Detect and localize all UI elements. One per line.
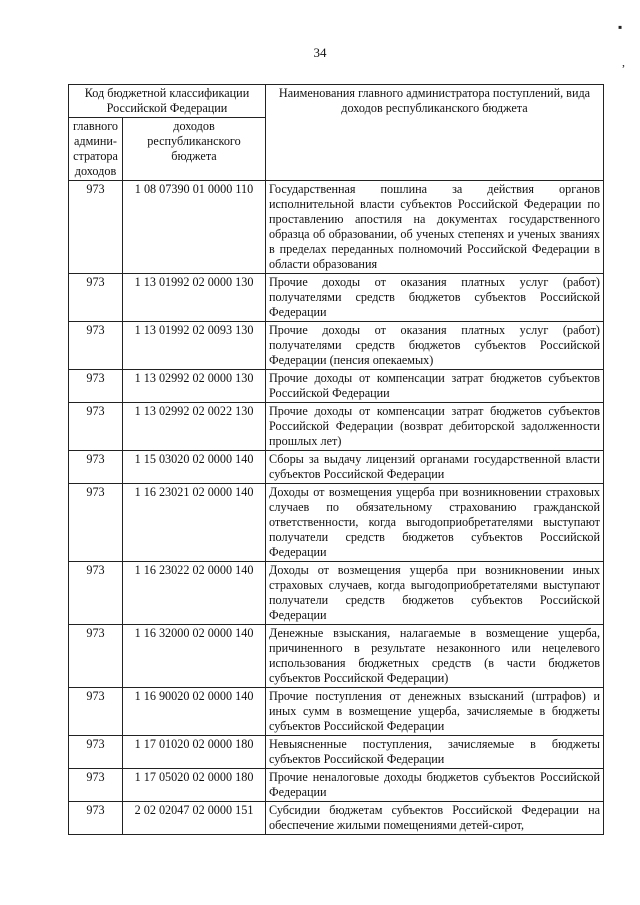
header-group-cell: Код бюджетной классификации Российской Федерации [69, 85, 266, 118]
income-name-cell: Денежные взыскания, налагаемые в возмещение ущерба, причиненного в результате незаконного или нецелевого использования бюджетных средств (в части бюджетов субъектов Российской Федерации) [266, 625, 604, 688]
admin-code-cell: 973 [69, 274, 123, 322]
header-income-cell: доходов республиканского бюджета [123, 118, 266, 181]
admin-code-cell: 973 [69, 562, 123, 625]
header-admin-cell: главного админи-стратора доходов [69, 118, 123, 181]
income-name-cell: Невыясненные поступления, зачисляемые в бюджеты субъектов Российской Федерации [266, 736, 604, 769]
income-code-cell: 1 15 03020 02 0000 140 [123, 451, 266, 484]
income-code-cell: 1 16 90020 02 0000 140 [123, 688, 266, 736]
admin-code-cell: 973 [69, 736, 123, 769]
income-code-cell: 1 17 05020 02 0000 180 [123, 769, 266, 802]
income-name-cell: Доходы от возмещения ущерба при возникновении иных страховых случаев, когда выгодоприобретателями выступают получатели средств бюджетов субъектов Российской Федерации [266, 562, 604, 625]
income-code-cell: 1 13 02992 02 0000 130 [123, 370, 266, 403]
table-row [69, 562, 604, 625]
income-code-cell: 1 16 23021 02 0000 140 [123, 484, 266, 562]
table-row [69, 451, 604, 484]
table-row [69, 625, 604, 688]
income-name-cell: Сборы за выдачу лицензий органами государственной власти субъектов Российской Федерации [266, 451, 604, 484]
admin-code-cell: 973 [69, 451, 123, 484]
table-row [69, 769, 604, 802]
income-name-cell: Государственная пошлина за действия органов исполнительной власти субъектов Российской Федерации по проставлению апостиля на документах государственного образца об образовании, об ученых степенях и ученых званиях в пределах переданных полномочий Российской Федерации в области образования [266, 181, 604, 274]
income-code-cell: 1 16 32000 02 0000 140 [123, 625, 266, 688]
income-code-cell: 1 13 01992 02 0000 130 [123, 274, 266, 322]
scan-comma-mark: , [622, 55, 625, 69]
table-row [69, 802, 604, 835]
income-name-cell: Прочие неналоговые доходы бюджетов субъектов Российской Федерации [266, 769, 604, 802]
admin-code-cell: 973 [69, 370, 123, 403]
admin-code-cell: 973 [69, 769, 123, 802]
page-number: 34 [313, 45, 327, 60]
table-row [69, 484, 604, 562]
income-name-cell: Прочие доходы от оказания платных услуг (работ) получателями средств бюджетов субъектов Российской Федерации [266, 274, 604, 322]
admin-code-cell: 973 [69, 802, 123, 835]
admin-code-cell: 973 [69, 322, 123, 370]
budget-classification-table [68, 84, 604, 835]
admin-code-cell: 973 [69, 403, 123, 451]
income-code-cell: 1 16 23022 02 0000 140 [123, 562, 266, 625]
scan-dot-mark: ▪ [618, 20, 623, 34]
income-name-cell: Прочие доходы от оказания платных услуг (работ) получателями средств бюджетов субъектов Российской Федерации (пенсия опекаемых) [266, 322, 604, 370]
table-row [69, 322, 604, 370]
admin-code-cell: 973 [69, 625, 123, 688]
income-name-cell: Доходы от возмещения ущерба при возникновении страховых случаев по обязательному страхованию гражданской ответственности, когда выгодоприобретателями выступают получатели средств бюджетов субъектов Российской Федерации [266, 484, 604, 562]
income-name-cell: Прочие доходы от компенсации затрат бюджетов субъектов Российской Федерации (возврат дебиторской задолженности прошлых лет) [266, 403, 604, 451]
admin-code-cell: 973 [69, 181, 123, 274]
admin-code-cell: 973 [69, 484, 123, 562]
table-body [69, 181, 604, 835]
income-code-cell: 1 17 01020 02 0000 180 [123, 736, 266, 769]
table-row [69, 736, 604, 769]
income-name-cell: Субсидии бюджетам субъектов Российской Федерации на обеспечение жилыми помещениями детей-сирот, [266, 802, 604, 835]
income-code-cell: 1 13 01992 02 0093 130 [123, 322, 266, 370]
income-code-cell: 1 08 07390 01 0000 110 [123, 181, 266, 274]
income-code-cell: 1 13 02992 02 0022 130 [123, 403, 266, 451]
income-name-cell: Прочие поступления от денежных взысканий (штрафов) и иных сумм в возмещение ущерба, зачисляемые в бюджеты субъектов Российской Федерации [266, 688, 604, 736]
table-row [69, 274, 604, 322]
table-row [69, 688, 604, 736]
income-name-cell: Прочие доходы от компенсации затрат бюджетов субъектов Российской Федерации [266, 370, 604, 403]
table-row [69, 181, 604, 274]
admin-code-cell: 973 [69, 688, 123, 736]
table-row [69, 370, 604, 403]
income-code-cell: 2 02 02047 02 0000 151 [123, 802, 266, 835]
header-name-cell: Наименования главного администратора поступлений, вида доходов республиканского бюджета [266, 85, 604, 181]
table-row [69, 403, 604, 451]
